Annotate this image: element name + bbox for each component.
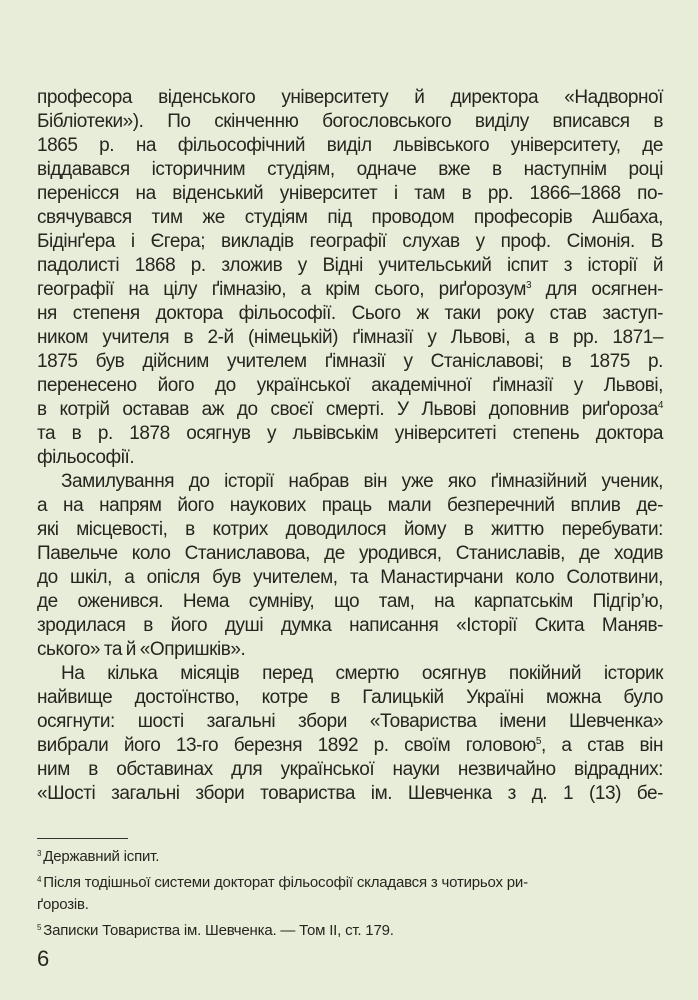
text-line: [37, 326, 663, 350]
text-segment: ня степеня доктора фільософії. Сього ж таки року став заступ-: [37, 303, 663, 324]
footnote: [37, 872, 663, 916]
text-segment: в котрій оставав аж до своєї смерті. У Львові доповнив риґороза: [37, 399, 658, 420]
text-segment: Павельче коло Станиславова, де уродився, Станиславів, де ходив: [37, 543, 663, 564]
text-segment: вибрали його 13-го березня 1892 р. своїм головою: [37, 735, 536, 756]
text-line: [37, 734, 663, 758]
footnote-text: Після тодішньої системи докторат фільософії складався з чотирьох ри-: [43, 874, 528, 891]
text-line: [37, 590, 663, 614]
text-line: [37, 782, 663, 806]
text-line: [37, 134, 663, 158]
text-line: [37, 158, 663, 182]
footnote-ref[interactable]: 4: [657, 400, 663, 411]
text-line: [37, 542, 663, 566]
text-line: [37, 614, 663, 638]
text-segment: На кілька місяців перед смертю осягнув покійний історик: [61, 663, 663, 684]
text-segment: Бібліотеки»). По скінченню богословського виділу вписався в: [37, 111, 663, 132]
text-line: [37, 182, 663, 206]
text-line: [37, 470, 663, 494]
text-line: [37, 398, 663, 422]
text-line: [37, 254, 663, 278]
text-segment: до шкіл, а опісля був учителем, та Манастирчани коло Солотвини,: [37, 567, 663, 588]
body-text: [37, 86, 663, 806]
text-segment: перенісся на віденський університет і там в рр. 1866–1868 по-: [37, 183, 663, 204]
text-segment: зродилася в його душі думка написання «Історії Скита Маняв-: [37, 615, 663, 636]
text-segment: ником учителя в 2-й (німецькій) ґімназії у Львові, а в рр. 1871–: [37, 327, 663, 348]
text-segment: для осягнен-: [531, 279, 663, 300]
text-line: [37, 494, 663, 518]
text-line: [37, 86, 663, 110]
text-line: [37, 758, 663, 782]
footnote: [37, 920, 663, 942]
text-line: [37, 566, 663, 590]
text-line: [37, 446, 663, 470]
paragraph: [37, 470, 663, 662]
footnote-text: ґорозів.: [37, 896, 89, 913]
footnote: [37, 846, 663, 868]
text-line: [37, 686, 663, 710]
paragraph: [37, 86, 663, 470]
text-segment: найвище достоїнство, котре в Галицькій Україні можна було: [37, 687, 663, 708]
text-segment: які місцевості, в котрих доводилося йому в життю перебувати:: [37, 519, 663, 540]
text-segment: Бідінґера і Єгера; викладів географії слухав у проф. Сімонія. В: [37, 231, 663, 252]
footnotes: [37, 846, 663, 946]
text-segment: ним в обставинах для української науки незвичайно відрадних:: [37, 759, 663, 780]
text-line: [37, 230, 663, 254]
text-segment: професора віденського університету й директора «Надворної: [37, 87, 663, 108]
page-number: 6: [37, 946, 50, 971]
text-segment: «Шості загальні збори товариства ім. Шевченка з д. 1 (13) бе-: [37, 783, 663, 804]
text-line: [37, 302, 663, 326]
text-line: [37, 374, 663, 398]
text-segment: географії на цілу ґімназію, а крім сього, риґорозум: [37, 279, 526, 300]
text-line: [37, 206, 663, 230]
text-segment: Замилування до історії набрав він уже яко ґімназійний ученик,: [61, 471, 663, 492]
text-line: [37, 422, 663, 446]
text-line: [37, 110, 663, 134]
footnote-mark: 5: [37, 923, 42, 932]
text-segment: та в р. 1878 осягнув у львівськім університеті степень доктора: [37, 423, 663, 444]
footnote-mark: 3: [37, 849, 42, 858]
text-segment: віддавався історичним студіям, одначе вже в наступнім році: [37, 159, 663, 180]
text-line: [37, 638, 663, 662]
footnote-text: Державний іспит.: [43, 848, 160, 865]
text-segment: а на напрям його наукових праць мали безперечний вплив де-: [37, 495, 663, 516]
text-line: [37, 278, 663, 302]
text-segment: ського» та й «Опришків».: [37, 639, 246, 660]
text-segment: падолисті 1868 р. зложив у Відні учительський іспит з історії й: [37, 255, 663, 276]
text-segment: фільософії.: [37, 447, 135, 468]
text-segment: свячувався тим же студіям під проводом професорів Ашбаха,: [37, 207, 663, 228]
footnote-text: Записки Товариства ім. Шевченка. — Том II, ст. 179.: [43, 922, 394, 939]
text-segment: де оженився. Нема сумніву, що там, на карпатськім Підгір’ю,: [37, 591, 663, 612]
text-segment: 1865 р. на фільософічний виділ львівського університету, де: [37, 135, 663, 156]
footnote-ref[interactable]: 5: [535, 736, 542, 747]
footnote-divider: [37, 838, 128, 839]
text-line: [37, 350, 663, 374]
text-line: [37, 518, 663, 542]
text-segment: 1875 був дійсним учителем ґімназії у Станіславові; в 1875 р.: [37, 351, 663, 372]
text-segment: , а став він: [541, 735, 663, 756]
text-line: [37, 710, 663, 734]
footnote-mark: 4: [37, 875, 42, 884]
text-segment: осягнути: шості загальні збори «Товариства імени Шевченка»: [37, 711, 663, 732]
paragraph: [37, 662, 663, 806]
footnote-ref[interactable]: 3: [525, 280, 532, 291]
text-line: [37, 662, 663, 686]
text-segment: перенесено його до української академічної ґімназії у Львові,: [37, 375, 663, 396]
